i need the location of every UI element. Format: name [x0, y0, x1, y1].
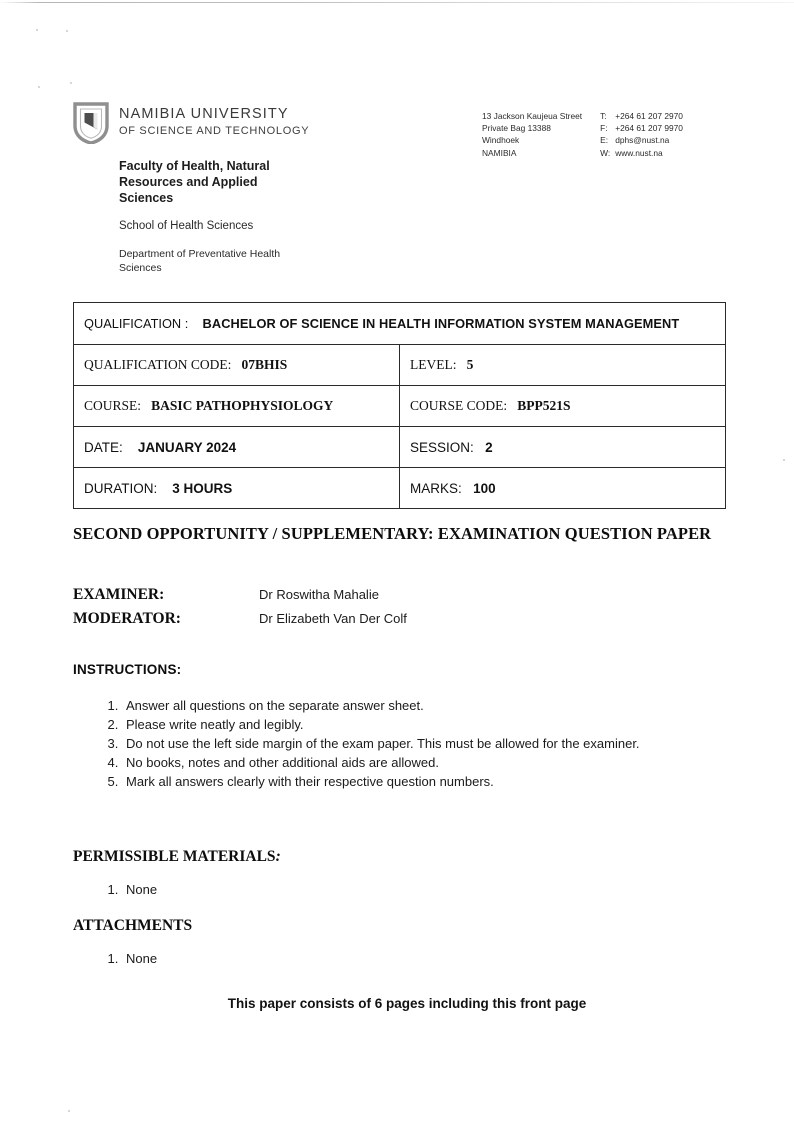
examiner-name: Dr Roswitha Mahalie	[259, 587, 379, 602]
contact-fax: +264 61 207 9970	[615, 123, 683, 134]
table-row	[74, 386, 726, 427]
qualification-code-cell	[74, 345, 400, 386]
address-line: Private Bag 13388	[482, 123, 551, 134]
department-name: Department of Preventative Health Sciences	[119, 247, 281, 275]
moderator-row	[73, 610, 593, 628]
page-title: SECOND OPPORTUNITY / SUPPLEMENTARY: EXAMINATION QUESTION PAPER	[73, 524, 712, 543]
list-item: 4. No books, notes and other additional aids are allowed.	[122, 754, 722, 773]
table-row	[74, 303, 726, 345]
scan-speck	[783, 459, 785, 461]
permissible-materials-list	[96, 882, 157, 897]
contact-website: www.nust.na	[615, 147, 663, 158]
course-cell	[74, 386, 400, 427]
duration-value: 3 HOURS	[172, 480, 233, 496]
level-label: LEVEL:	[410, 357, 457, 372]
level-cell	[400, 345, 726, 386]
scan-speck	[66, 30, 68, 32]
instructions-list	[96, 697, 722, 792]
course-code-label: COURSE CODE:	[410, 398, 508, 413]
marks-value: 100	[473, 480, 496, 496]
qualification-cell	[74, 303, 726, 345]
scan-speck	[38, 86, 40, 88]
scan-speck	[36, 29, 38, 31]
university-name: NAMIBIA UNIVERSITY	[119, 106, 289, 122]
list-item: 1. None	[122, 951, 157, 966]
table-row	[74, 345, 726, 386]
session-label: SESSION:	[410, 439, 474, 455]
course-label: COURSE:	[84, 398, 142, 413]
scan-artifact-line	[0, 2, 794, 3]
list-item: 1. None	[122, 882, 157, 897]
contact-label-phone: T:	[600, 111, 607, 121]
qualification-code-label: QUALIFICATION CODE:	[84, 357, 232, 372]
course-code-value: BPP521S	[517, 398, 571, 413]
contact-values	[615, 110, 683, 159]
people-block	[73, 586, 593, 634]
session-cell	[400, 427, 726, 468]
scan-speck	[70, 82, 72, 84]
list-item: 3. Do not use the left side margin of the exam paper. This must be allowed for the examiner.	[122, 735, 722, 754]
nust-shield-logo-icon	[73, 102, 109, 144]
contact-label-fax: F:	[600, 123, 608, 134]
moderator-label: MODERATOR:	[73, 610, 181, 627]
school-name: School of Health Sciences	[119, 220, 254, 232]
contact-address	[482, 110, 582, 159]
list-item: 5. Mark all answers clearly with their respective question numbers.	[122, 773, 722, 792]
contact-label-web: W:	[600, 147, 611, 158]
letterhead	[73, 100, 403, 275]
date-value: JANUARY 2024	[137, 439, 237, 455]
permissible-materials-heading	[73, 848, 281, 866]
moderator-name: Dr Elizabeth Van Der Colf	[259, 611, 407, 626]
permissible-materials-heading-colon: :	[275, 848, 281, 865]
duration-cell	[74, 468, 400, 509]
address-line: NAMIBIA	[482, 147, 517, 158]
qualification-code-value: 07BHIS	[241, 357, 288, 372]
examiner-label: EXAMINER:	[73, 586, 165, 603]
session-value: 2	[485, 439, 493, 455]
qualification-label: QUALIFICATION :	[84, 316, 189, 331]
course-code-cell	[400, 386, 726, 427]
list-item: 2. Please write neatly and legibly.	[122, 716, 722, 735]
marks-cell	[400, 468, 726, 509]
table-row	[74, 427, 726, 468]
university-name-line2: OF SCIENCE AND TECHNOLOGY	[119, 124, 310, 137]
contact-labels	[600, 110, 610, 159]
scan-speck	[68, 1110, 70, 1112]
contact-details	[600, 110, 683, 159]
contact-email: dphs@nust.na	[615, 135, 670, 146]
level-value: 5	[466, 357, 474, 372]
instructions-heading: INSTRUCTIONS:	[73, 662, 182, 677]
attachments-heading: ATTACHMENTS	[73, 917, 193, 934]
permissible-materials-heading-text: PERMISSIBLE MATERIALS	[73, 848, 276, 865]
address-line: Windhoek	[482, 135, 520, 146]
date-cell	[74, 427, 400, 468]
attachments-list	[96, 951, 157, 966]
contact-label-email: E:	[600, 135, 609, 146]
brand-row	[73, 100, 403, 144]
faculty-name: Faculty of Health, Natural Resources and Applied Sciences	[119, 159, 270, 205]
contact-block	[482, 110, 683, 159]
qualification-value: BACHELOR OF SCIENCE IN HEALTH INFORMATION SYSTEM MANAGEMENT	[202, 316, 680, 331]
page-count-note: This paper consists of 6 pages including this front page	[227, 996, 587, 1011]
exam-details-table	[73, 302, 726, 509]
contact-phone: +264 61 207 2970	[615, 111, 683, 121]
examiner-row	[73, 586, 593, 604]
address-line: 13 Jackson Kaujeua Street	[482, 111, 583, 121]
table-row	[74, 468, 726, 509]
course-value: BASIC PATHOPHYSIOLOGY	[151, 398, 334, 413]
brand-text	[119, 100, 309, 138]
marks-label: MARKS:	[410, 480, 462, 496]
duration-label: DURATION:	[84, 480, 158, 496]
list-item: 1. Answer all questions on the separate answer sheet.	[122, 697, 722, 716]
date-label: DATE:	[84, 439, 123, 455]
